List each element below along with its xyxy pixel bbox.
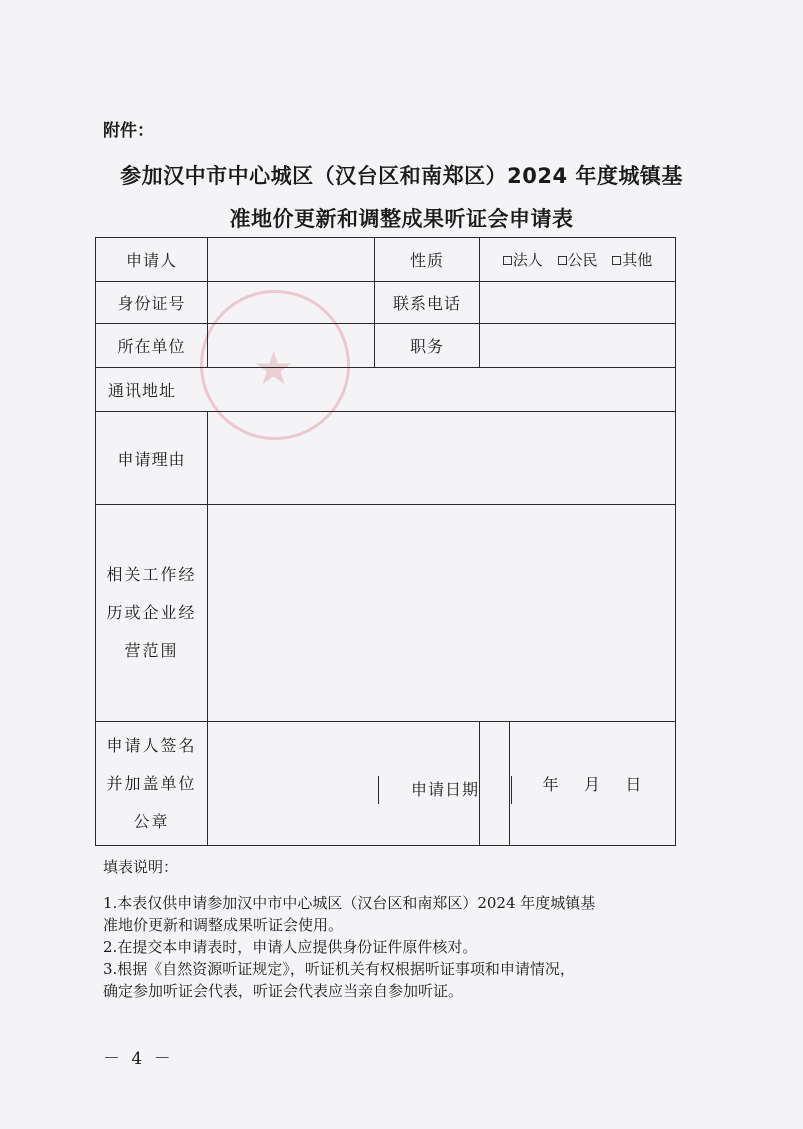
nature-options	[480, 238, 676, 282]
phone-label: 联系电话	[375, 282, 480, 324]
page-title-line1: 参加汉中市中心城区（汉台区和南郑区）2024 年度城镇基	[120, 164, 683, 188]
seal-star-icon: ★	[253, 341, 295, 395]
notes-heading: 填表说明：	[103, 858, 179, 876]
applicant-label: 申请人	[96, 238, 208, 282]
note-2: 2.在提交本申请表时，申请人应提供身份证件原件核对。	[103, 938, 478, 956]
note-3-line2: 确定参加听证会代表，听证会代表应当亲自参加听证。	[103, 982, 464, 1000]
employer-field[interactable]	[208, 324, 375, 368]
position-field[interactable]	[480, 324, 676, 368]
checkbox-icon	[612, 256, 621, 265]
experience-label: 相关工作经 历或企业经 营范围	[96, 505, 208, 722]
application-form-table	[95, 237, 676, 846]
notes-section	[103, 892, 713, 1002]
checkbox-icon	[503, 256, 512, 265]
id-number-field[interactable]	[208, 282, 375, 324]
position-label: 职务	[375, 324, 480, 368]
attachment-label: 附件：	[103, 121, 154, 141]
experience-field[interactable]	[208, 505, 676, 722]
note-3-line1: 3.根据《自然资源听证规定》，听证机关有权根据听证事项和申请情况，	[103, 960, 575, 978]
signature-label: 申请人签名 并加盖单位 公章	[96, 722, 208, 846]
nature-label: 性质	[375, 238, 480, 282]
employer-label: 所在单位	[96, 324, 208, 368]
reason-label: 申请理由	[96, 412, 208, 505]
address-row[interactable]	[96, 368, 676, 412]
apply-date-label: 申请日期	[378, 776, 512, 804]
note-1-line1: 1.本表仅供申请参加汉中市中心城区（汉台区和南郑区）2024 年度城镇基	[103, 894, 596, 912]
nature-option-legal-person[interactable]: 法人	[503, 251, 543, 269]
page-title-line2: 准地价更新和调整成果听证会申请表	[229, 207, 574, 231]
applicant-field[interactable]	[208, 238, 375, 282]
apply-date-cell[interactable]	[510, 722, 676, 846]
address-label: 通讯地址	[108, 381, 177, 400]
phone-field[interactable]	[480, 282, 676, 324]
checkbox-icon	[558, 256, 567, 265]
id-number-label: 身份证号	[96, 282, 208, 324]
date-placeholder: 年 月 日	[542, 775, 643, 794]
nature-option-other[interactable]: 其他	[612, 251, 652, 269]
note-1-line2: 准地价更新和调整成果听证会使用。	[103, 916, 344, 934]
page-number: － 4 －	[103, 1049, 174, 1069]
reason-field[interactable]	[208, 412, 676, 505]
nature-option-citizen[interactable]: 公民	[558, 251, 598, 269]
